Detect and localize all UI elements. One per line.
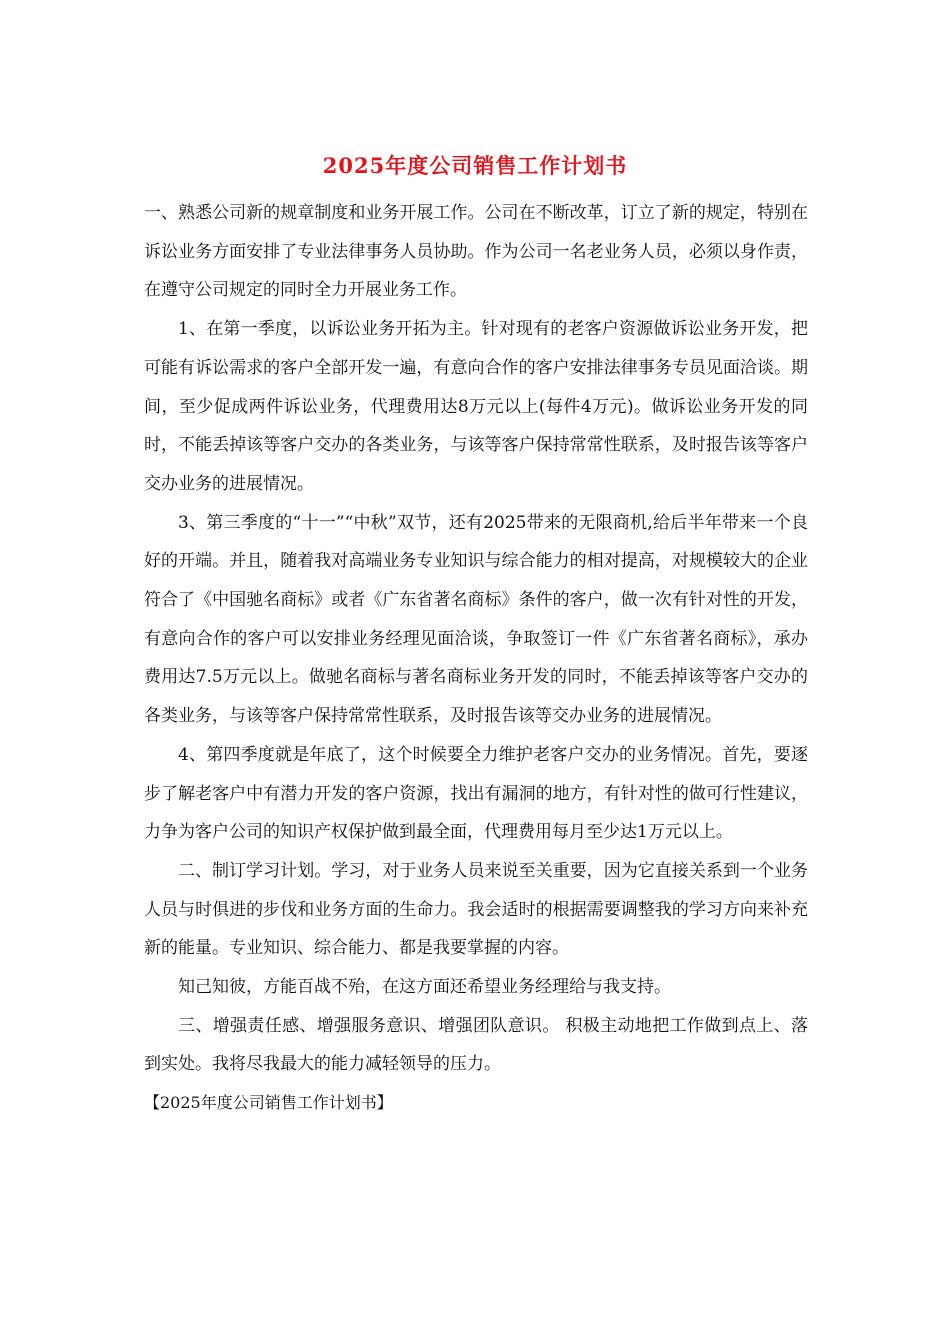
paragraph-q3: 3、第三季度的“十一”“中秋”双节，还有2025带来的无限商机,给后半年带来一个良好的开端。并且，随着我对高端业务专业知识与综合能力的相对提高，对规模较大的企业符合了《中国驰名商标》或者《广东省著名商标》条件的客户，做一次有针对性的开发，有意向合作的客户可以安排业务经理见面洽谈，争取签订一件《广东省著名商标》，承办费用达7.5万元以上。做驰名商标与著名商标业务开发的同时，不能丢掉该等客户交办的各类业务，与该等客户保持常常性联系，及时报告该等交办业务的进展情况。 [144,512,808,727]
paragraph-section-1: 一、熟悉公司新的规章制度和业务开展工作。公司在不断改革，订立了新的规定，特别在诉讼业务方面安排了专业法律事务人员协助。作为公司一名老业务人员，必须以身作责，在遵守公司规定的同时全力开展业务工作。 [144,203,808,301]
document-footer-tag: 【2025年度公司销售工作计划书】 [144,1093,393,1113]
document-body [144,194,808,1122]
paragraph-q1: 1、在第一季度，以诉讼业务开拓为主。针对现有的老客户资源做诉讼业务开发，把可能有诉讼需求的客户全部开发一遍，有意向合作的客户安排法律事务专员见面洽谈。期间，至少促成两件诉讼业务，代理费用达8万元以上(每件4万元)。做诉讼业务开发的同时，不能丢掉该等客户交办的各类业务，与该等客户保持常常性联系，及时报告该等客户交办业务的进展情况。 [144,319,808,494]
paragraph-section-3: 三、增强责任感、增强服务意识、增强团队意识。 积极主动地把工作做到点上、落到实处。我将尽我最大的能力减轻领导的压力。 [144,1015,808,1075]
paragraph-section-2: 二、制订学习计划。学习，对于业务人员来说至关重要，因为它直接关系到一个业务人员与时俱进的步伐和业务方面的生命力。我会适时的根据需要调整我的学习方向来补充新的能量。专业知识、综合能力、都是我要掌握的内容。 [144,860,808,959]
document-title: 2025年度公司销售工作计划书 [322,153,628,178]
paragraph-support: 知己知彼，方能百战不殆，在这方面还希望业务经理给与我支持。 [178,977,671,998]
paragraph-q4: 4、第四季度就是年底了，这个时候要全力维护老客户交办的业务情况。首先，要逐步了解老客户中有潜力开发的客户资源，找出有漏洞的地方，有针对性的做可行性建议，力争为客户公司的知识产权保护做到最全面，代理费用每月至少达1万元以上。 [144,744,808,843]
